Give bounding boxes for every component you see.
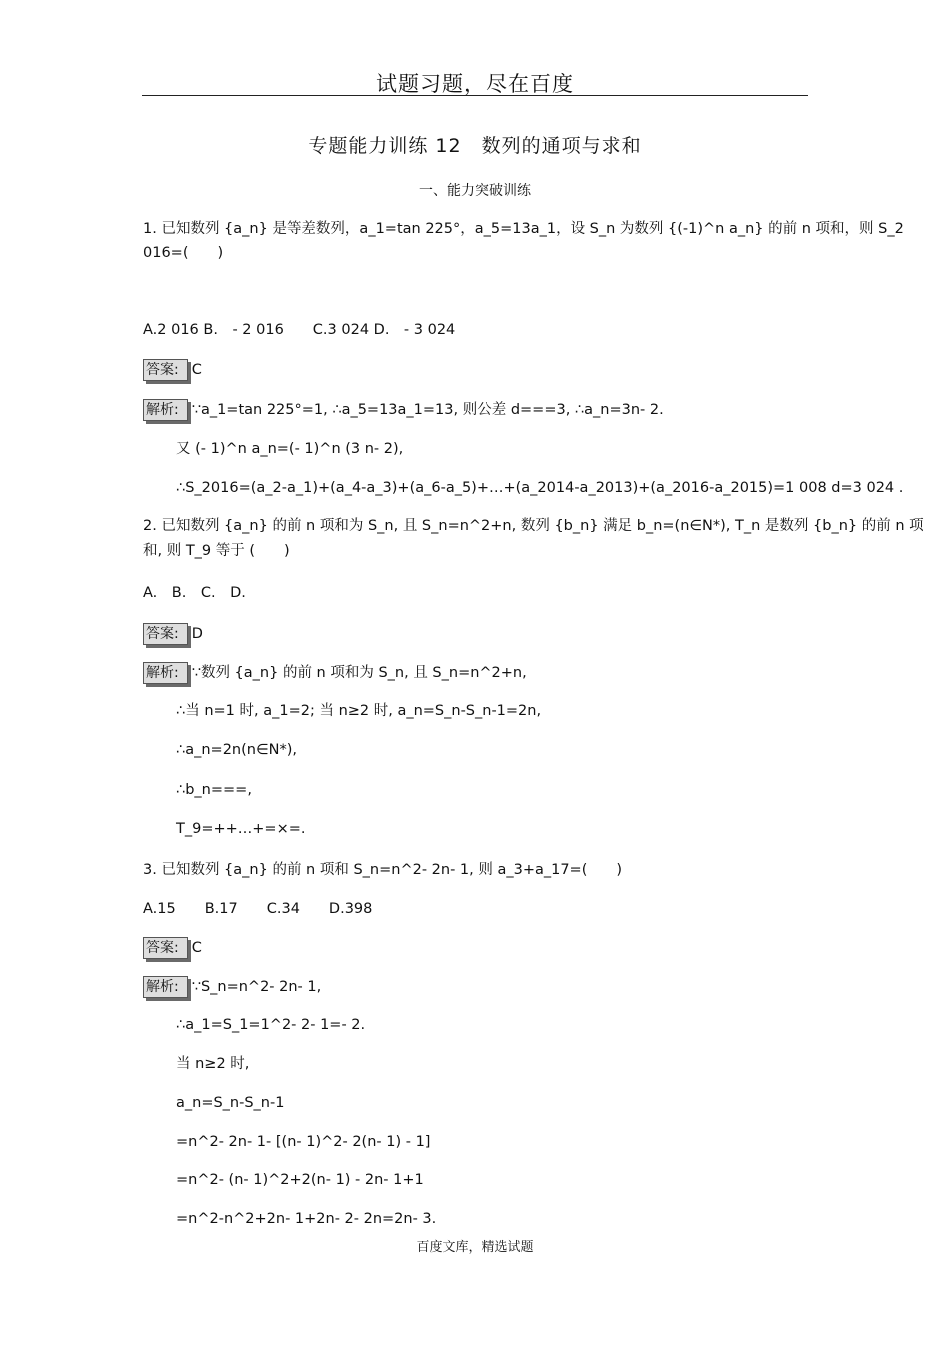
q2-answer [143,623,203,645]
answer-value: C [191,362,202,378]
page-footer: 百度文库，精选试题 [416,1240,534,1255]
q3-answer [143,937,202,959]
analysis-step: ∴b_n===, [176,782,252,798]
analysis-label: 解析: [143,976,188,998]
analysis-step: ∵数列 {a_n} 的前 n 项和为 S_n, 且 S_n=n^2+n, [191,665,527,681]
analysis-step: ∴a_n=2n(n∈N*), [176,742,297,758]
analysis-label: 解析: [143,399,188,421]
header-rule [142,95,808,96]
q1-options: A.2 016 B. - 2 016 C.3 024 D. - 3 024 [143,322,456,338]
q2-stem-line2: 和, 则 T_9 等于 ( ) [143,543,290,559]
analysis-step: ∴S_2016=(a_2-a_1)+(a_4-a_3)+(a_6-a_5)+…+(a_2014-a_2013)+(a_2016-a_2015)=1 008 d=3 024 . [176,480,904,496]
q1-analysis [143,399,664,421]
answer-label: 答案: [143,623,188,645]
analysis-step: a_n=S_n-S_n-1 [176,1095,285,1111]
q1-stem-line2: 016=( ) [143,245,224,261]
answer-value: D [191,626,203,642]
q2-analysis [143,662,527,684]
q2-options: A. B. C. D. [143,585,246,601]
analysis-step: =n^2- (n- 1)^2+2(n- 1) - 2n- 1+1 [176,1172,424,1188]
analysis-step: ∴a_1=S_1=1^2- 2- 1=- 2. [176,1017,366,1033]
analysis-step: T_9=++…+=×=. [176,821,306,837]
q3-stem: 3. 已知数列 {a_n} 的前 n 项和 S_n=n^2- 2n- 1, 则 a_3+a_17=( ) [143,862,623,878]
section-heading: 一、能力突破训练 [419,183,531,199]
q1-stem-line1: 1. 已知数列 {a_n} 是等差数列，a_1=tan 225°，a_5=13a_1，设 S_n 为数列 {(-1)^n a_n} 的前 n 项和，则 S_2 [143,221,904,237]
answer-label: 答案: [143,937,188,959]
analysis-step: ∵a_1=tan 225°=1, ∴a_5=13a_1=13, 则公差 d===3, ∴a_n=3n- 2. [191,402,664,418]
answer-value: C [191,940,202,956]
analysis-step: =n^2- 2n- 1- [(n- 1)^2- 2(n- 1) - 1] [176,1134,431,1150]
analysis-step: 又 (- 1)^n a_n=(- 1)^n (3 n- 2), [176,441,404,457]
analysis-step: 当 n≥2 时, [176,1056,250,1072]
q2-stem-line1: 2. 已知数列 {a_n} 的前 n 项和为 S_n, 且 S_n=n^2+n, 数列 {b_n} 满足 b_n=(n∈N*), T_n 是数列 {b_n} 的前 n 项 [143,518,924,534]
analysis-step: =n^2-n^2+2n- 1+2n- 2- 2n=2n- 3. [176,1211,437,1227]
q1-answer [143,359,202,381]
analysis-step: ∴当 n=1 时, a_1=2; 当 n≥2 时, a_n=S_n-S_n-1=2n, [176,703,542,719]
analysis-step: ∵S_n=n^2- 2n- 1, [191,979,322,995]
page-header: 试题习题，尽在百度 [376,72,574,96]
q3-options: A.15 B.17 C.34 D.398 [143,901,373,917]
analysis-label: 解析: [143,662,188,684]
answer-label: 答案: [143,359,188,381]
q3-analysis [143,976,321,998]
document-title: 专题能力训练 12 数列的通项与求和 [308,135,642,157]
